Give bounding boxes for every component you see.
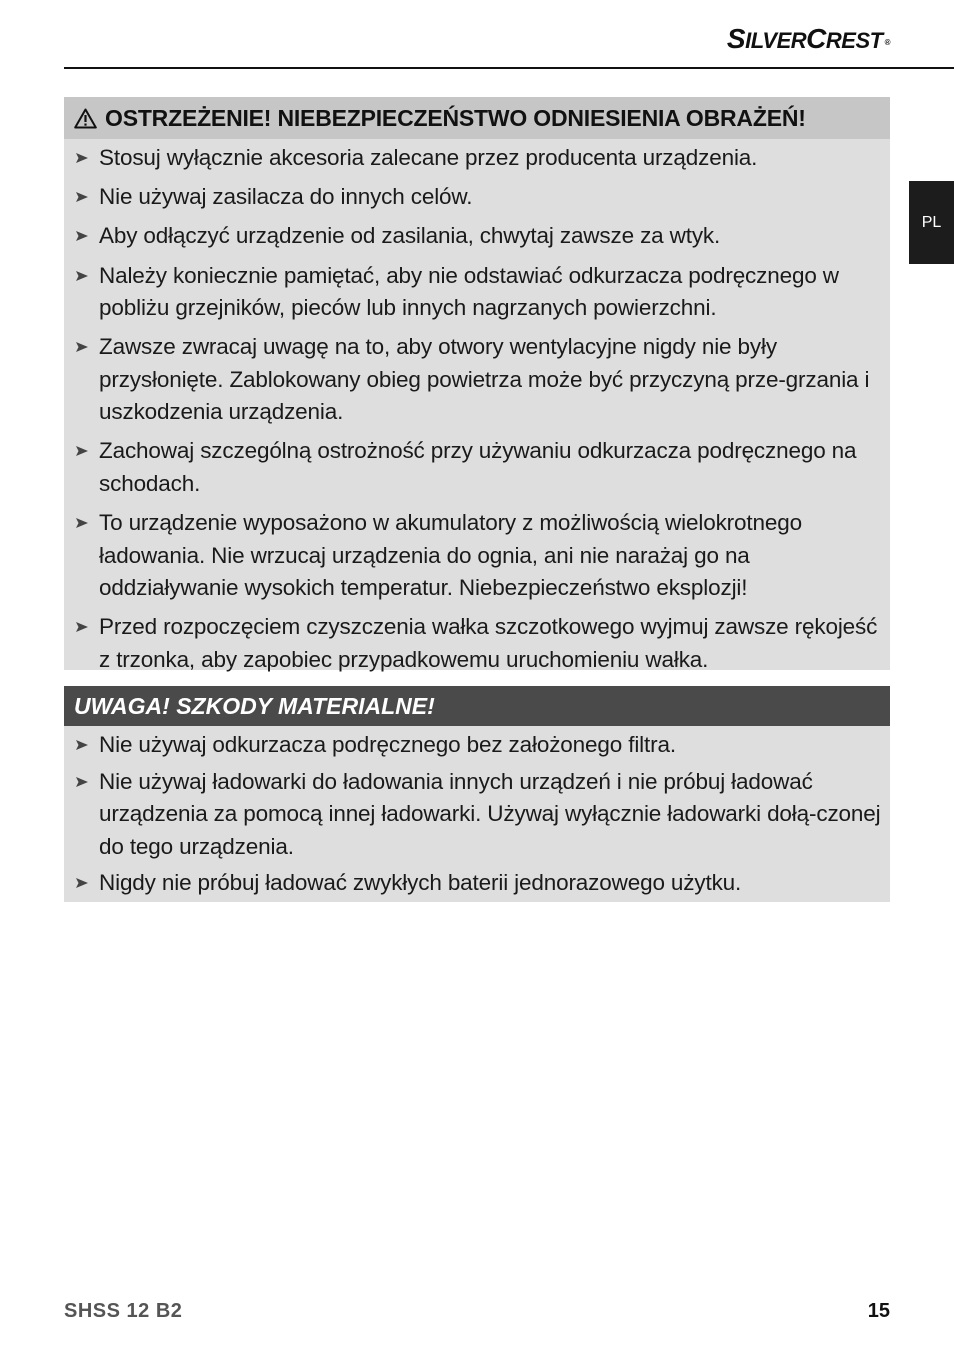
list-item: [64, 611, 890, 676]
warning-title: OSTRZEŻENIE! NIEBEZPIECZEŃSTWO ODNIESIENIA OBRAŻEŃ!: [105, 104, 806, 131]
notice-header: [64, 686, 890, 726]
bullet-arrow-icon: [76, 181, 90, 213]
list-item-text: Nie używaj ładowarki do ładowania innych urządzeń i nie próbuj ładować urządzenia za pomocą innej ładowarki. Używaj wyłącznie ładowarki dołą-czonej do tego urządzenia.: [99, 768, 881, 859]
bullet-arrow-icon: [76, 142, 90, 174]
brand-word-ilver: ILVER: [745, 28, 807, 53]
registered-mark: ®: [884, 38, 890, 47]
footer-page-number: 15: [867, 1300, 890, 1322]
warning-list: [64, 139, 890, 676]
notice-title: UWAGA! SZKODY MATERIALNE!: [74, 692, 435, 719]
footer-model-number: SHSS 12 B2: [64, 1300, 183, 1322]
list-item: [64, 435, 890, 500]
brand-word-rest: REST: [825, 28, 883, 53]
bullet-arrow-icon: [76, 611, 90, 643]
list-item-text: Aby odłączyć urządzenie od zasilania, chwytaj zawsze za wtyk.: [99, 223, 721, 249]
bullet-arrow-icon: [76, 867, 90, 899]
list-item: [64, 867, 890, 900]
list-item-text: Należy koniecznie pamiętać, aby nie odstawiać odkurzacza podręcznego w pobliżu grzejników, pieców lub innych nagrzanych powierzchni.: [99, 262, 839, 321]
warning-header: [64, 97, 890, 139]
list-item-text: Zawsze zwracaj uwagę na to, aby otwory wentylacyjne nigdy nie były przysłonięte. Zablokowany obieg powietrza może być przyczyną prze-grzania i uszkodzenia urządzenia.: [99, 334, 870, 425]
brand-letter-s: S: [726, 23, 746, 54]
notice-section: [64, 686, 890, 902]
language-tab: [909, 181, 954, 264]
list-item: [64, 729, 890, 762]
list-item: [64, 766, 890, 864]
list-item-text: Przed rozpoczęciem czyszczenia wałka szczotkowego wyjmuj zawsze rękojeść z trzonka, aby zapobiec przypadkowemu uruchomieniu wałka.: [99, 614, 878, 672]
bullet-arrow-icon: [76, 435, 90, 467]
list-item-text: To urządzenie wyposażono w akumulatory z możliwością wielokrotnego ładowania. Nie wrzucaj urządzenia do ognia, ani nie narażaj go na oddziaływanie wysokich temperatur. Niebezpieczeństwo eksplozji!: [99, 510, 802, 601]
bullet-arrow-icon: [76, 766, 90, 798]
header-divider: [64, 67, 954, 69]
list-item: [64, 142, 890, 175]
list-item-text: Nie używaj odkurzacza podręcznego bez założonego filtra.: [99, 732, 676, 757]
warning-triangle-icon: [74, 108, 97, 129]
bullet-arrow-icon: [76, 220, 90, 252]
language-label: PL: [921, 213, 942, 231]
notice-list: [64, 726, 890, 900]
bullet-arrow-icon: [76, 260, 90, 292]
list-item-text: Zachowaj szczególną ostrożność przy używaniu odkurzacza podręcznego na schodach.: [99, 438, 857, 496]
list-item: [64, 507, 890, 605]
bullet-arrow-icon: [76, 729, 90, 761]
list-item: [64, 260, 890, 325]
list-item-text: Stosuj wyłącznie akcesoria zalecane przez producenta urządzenia.: [99, 145, 758, 170]
bullet-arrow-icon: [76, 331, 90, 363]
list-item-text: Nie używaj zasilacza do innych celów.: [99, 184, 473, 210]
list-item-text: Nigdy nie próbuj ładować zwykłych baterii jednorazowego użytku.: [99, 870, 742, 895]
list-item: [64, 220, 890, 253]
bullet-arrow-icon: [76, 507, 90, 539]
brand-letter-c: C: [806, 23, 826, 54]
list-item: [64, 181, 890, 214]
brand-logo: [727, 22, 890, 58]
warning-section: [64, 97, 890, 670]
list-item: [64, 331, 890, 429]
